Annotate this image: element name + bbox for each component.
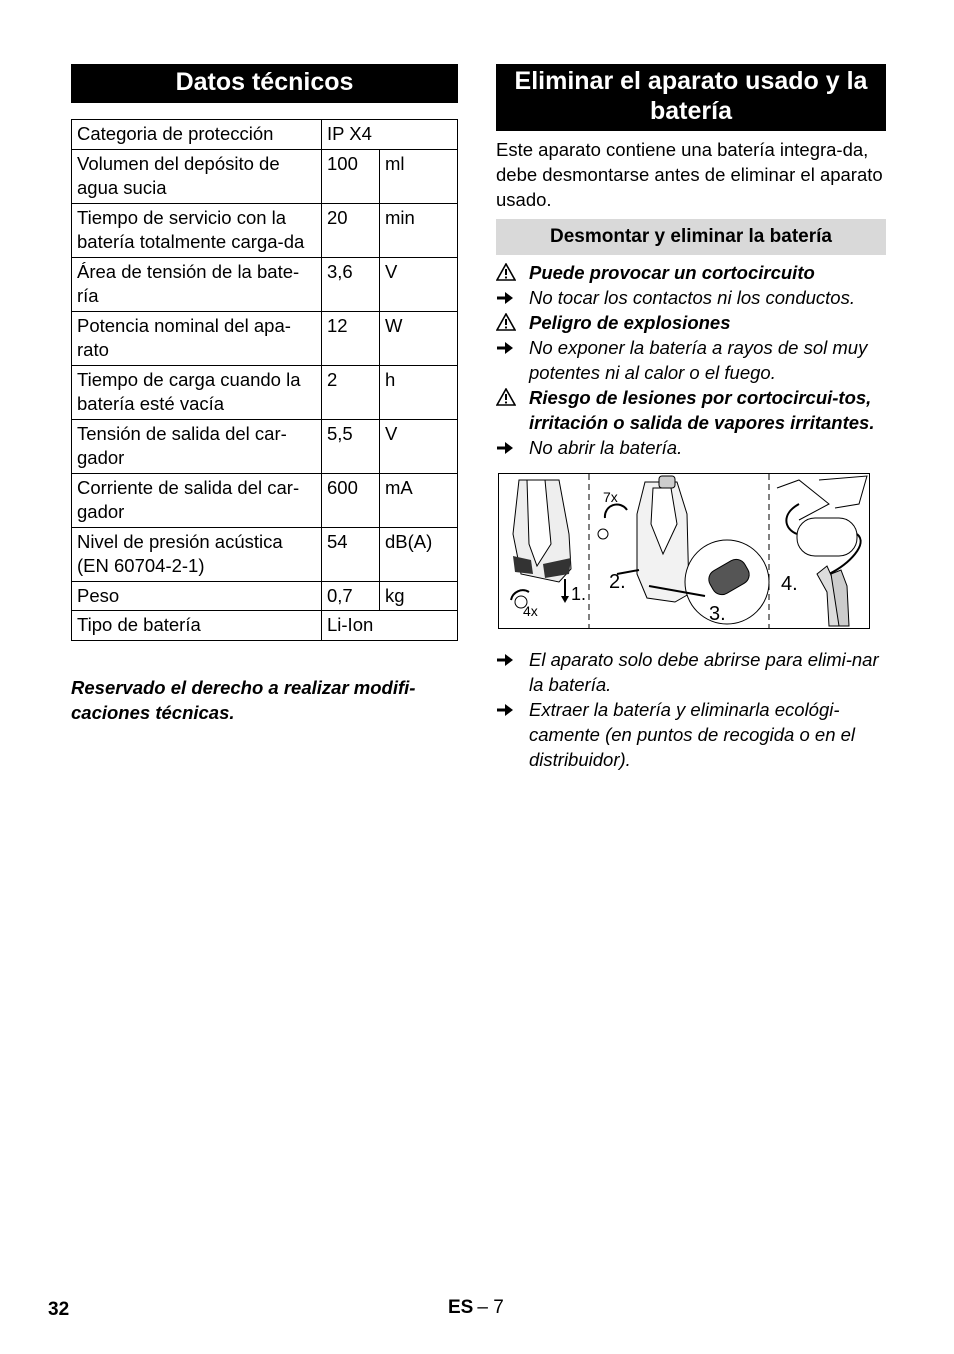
warning-text: Peligro de explosiones: [529, 312, 731, 333]
spec-value: 5,5: [322, 419, 380, 473]
spec-row: [72, 149, 458, 203]
section-title-technical-data: Datos técnicos: [71, 64, 458, 103]
spec-label: Tiempo de carga cuando la batería esté vacía: [72, 365, 322, 419]
warning-triangle-icon: [496, 310, 529, 335]
instruction-text: No tocar los contactos ni los conductos.: [529, 287, 855, 308]
device-top-icon: [659, 476, 675, 488]
spec-row: [72, 120, 458, 150]
instruction-text: No exponer la batería a rayos de sol muy potentes ni al calor o el fuego.: [529, 337, 868, 383]
safety-list: [496, 260, 886, 460]
screws-bottom-label: 4x: [523, 603, 538, 619]
spec-label: Tipo de batería: [72, 611, 322, 641]
spec-label: Área de tensión de la bate-ría: [72, 257, 322, 311]
spec-unit: mA: [380, 473, 458, 527]
spec-row: [72, 365, 458, 419]
spec-value: 100: [322, 149, 380, 203]
spec-label: Peso: [72, 581, 322, 611]
arrow-right-icon: [496, 697, 529, 772]
spec-row: [72, 527, 458, 581]
spec-row: [72, 311, 458, 365]
warning-text: Riesgo de lesiones por cortocircui-tos, irritación o salida de vapores irritantes.: [529, 387, 875, 433]
spec-row: [72, 611, 458, 641]
warning-item: [496, 260, 886, 285]
spec-value: 54: [322, 527, 380, 581]
disposal-list: [496, 647, 886, 772]
spec-value: 12: [322, 311, 380, 365]
spec-label: Tensión de salida del car-gador: [72, 419, 322, 473]
title-line-2: batería: [650, 97, 732, 125]
spec-unit: ml: [380, 149, 458, 203]
spec-value: 2: [322, 365, 380, 419]
spec-value: Li-Ion: [322, 611, 458, 641]
spec-row: [72, 581, 458, 611]
page-number: 32: [48, 1299, 70, 1320]
battery-removal-illustration: [498, 473, 870, 629]
instruction-item: [496, 335, 886, 385]
spec-label: Nivel de presión acústica (EN 60704-2-1): [72, 527, 322, 581]
warning-triangle-icon: [496, 260, 529, 285]
device-piece-icon: [777, 480, 829, 520]
instruction-text: El aparato solo debe abrirse para elimi-nar la batería.: [529, 649, 879, 695]
spec-row: [72, 473, 458, 527]
battery-cell-icon: [797, 518, 857, 556]
illustration-svg: [499, 474, 869, 628]
instruction-item: [496, 697, 886, 772]
spec-value: 3,6: [322, 257, 380, 311]
instruction-item: [496, 435, 886, 460]
specs-table: [71, 119, 458, 641]
spec-label: Volumen del depósito de agua sucia: [72, 149, 322, 203]
spec-unit: V: [380, 419, 458, 473]
section-title-disposal: [496, 64, 886, 131]
instruction-text: No abrir la batería.: [529, 437, 683, 458]
spec-row: [72, 419, 458, 473]
instruction-item: [496, 285, 886, 310]
spec-unit: h: [380, 365, 458, 419]
screws-top-label: 7x: [603, 489, 618, 505]
left-column: [71, 64, 458, 725]
reserved-rights-note: Reservado el derecho a realizar modifi-caciones técnicas.: [71, 676, 416, 723]
arrow-right-icon: [496, 435, 529, 460]
step1-label: 1.: [571, 584, 587, 604]
spec-value: 0,7: [322, 581, 380, 611]
arrow-head-icon: [561, 596, 569, 603]
spec-value: 600: [322, 473, 380, 527]
spec-label: Categoria de protección: [72, 120, 322, 150]
step4-label: 4.: [781, 573, 798, 595]
spec-label: Potencia nominal del apa-rato: [72, 311, 322, 365]
right-column: [496, 64, 886, 772]
spec-value: IP X4: [322, 120, 458, 150]
arrow-right-icon: [496, 647, 529, 697]
intro-paragraph: Este aparato contiene una batería integra-da, debe desmontarse antes de eliminar el aparato usado.: [496, 139, 883, 210]
title-line-1: Eliminar el aparato usado y la: [514, 67, 868, 95]
step2-label: 2.: [609, 571, 626, 593]
footer-section: [448, 1297, 504, 1319]
warning-item: [496, 310, 886, 335]
rotate-arrow-icon: [605, 504, 627, 518]
warning-item: [496, 385, 886, 435]
instruction-item: [496, 647, 886, 697]
wire-icon: [786, 504, 799, 534]
spec-unit: dB(A): [380, 527, 458, 581]
spec-unit: min: [380, 203, 458, 257]
spec-label: Corriente de salida del car-gador: [72, 473, 322, 527]
section-number: – 7: [477, 1297, 504, 1318]
spec-row: [72, 203, 458, 257]
spec-unit: W: [380, 311, 458, 365]
warning-text: Puede provocar un cortocircuito: [529, 262, 815, 283]
instruction-text: Extraer la batería y eliminarla ecológi-camente (en puntos de recogida o en el distribuidor).: [529, 699, 856, 770]
screw-icon: [598, 529, 608, 539]
spec-unit: kg: [380, 581, 458, 611]
subsection-title-battery: Desmontar y eliminar la batería: [496, 219, 886, 255]
device-piece-icon: [819, 476, 867, 508]
arrow-right-icon: [496, 335, 529, 385]
spec-label: Tiempo de servicio con la batería totalmente carga-da: [72, 203, 322, 257]
step3-label: 3.: [709, 603, 726, 625]
spec-unit: V: [380, 257, 458, 311]
arrow-right-icon: [496, 285, 529, 310]
spec-value: 20: [322, 203, 380, 257]
spec-row: [72, 257, 458, 311]
language-code: ES: [448, 1297, 474, 1318]
warning-triangle-icon: [496, 385, 529, 435]
